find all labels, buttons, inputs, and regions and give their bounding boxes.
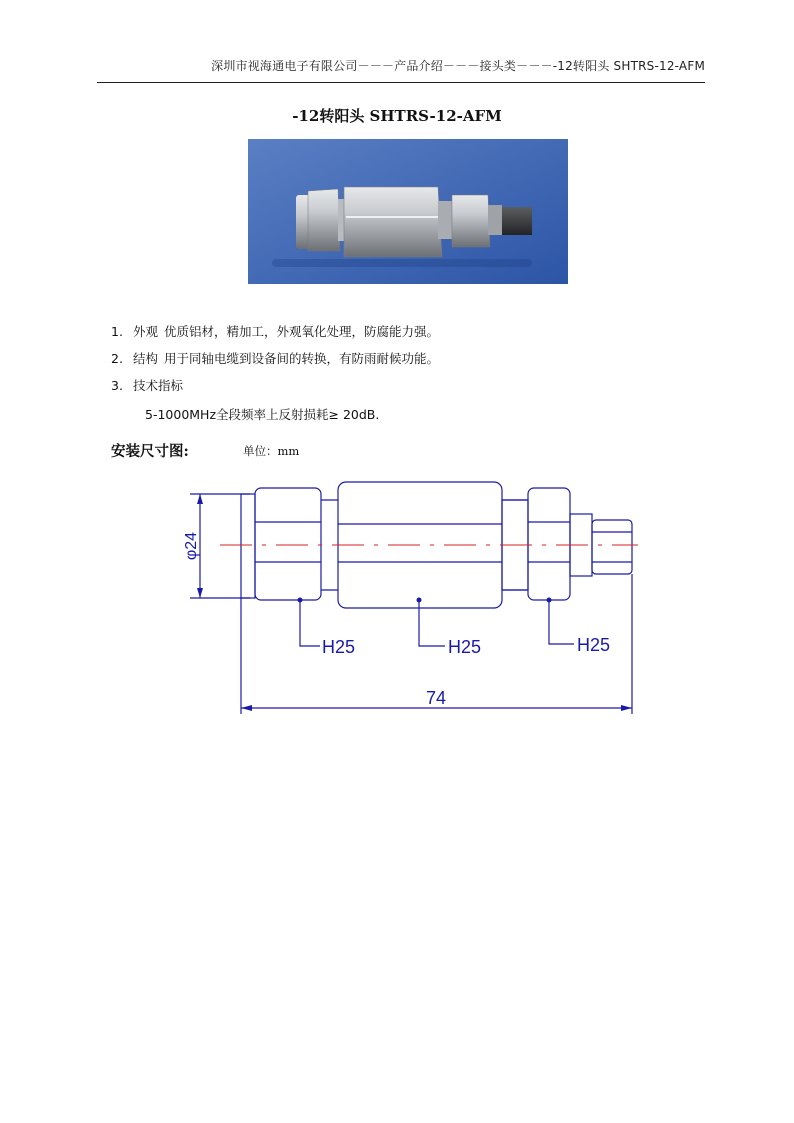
dimension-drawing	[160, 458, 660, 743]
right-hex-nut	[528, 488, 570, 600]
hex-size-label: H25	[322, 637, 356, 657]
list-item	[111, 318, 439, 345]
install-heading: 安装尺寸图:	[111, 443, 189, 460]
hex-leader-left	[298, 598, 356, 658]
diameter-label: φ24	[183, 531, 200, 561]
product-photo	[248, 139, 568, 284]
arrow-icon	[241, 705, 252, 711]
hex-leader-center	[417, 598, 482, 658]
product-title: -12转阳头 SHTRS-12-AFM	[292, 107, 502, 125]
list-term: 结构	[133, 351, 159, 366]
pin-hex	[592, 520, 632, 574]
list-number: 1.	[111, 324, 123, 339]
hex-leader-right	[547, 598, 611, 656]
list-desc: 优质铝材，精加工，外观氧化处理，防腐能力强。	[164, 324, 440, 339]
left-flange	[241, 494, 255, 598]
spec-line: 5-1000MHz全段频率上反射损耗≥ 20dB.	[145, 407, 380, 422]
leader-line	[549, 600, 574, 644]
arrow-icon	[197, 588, 203, 598]
length-label: 74	[425, 688, 447, 708]
leader-line	[419, 600, 445, 646]
header-rule	[97, 82, 705, 83]
list-item	[111, 372, 439, 399]
arrow-icon	[197, 494, 203, 504]
leader-line	[300, 600, 320, 646]
page-header: 深圳市视海通电子有限公司－－－产品介绍－－－接头类－－－-12转阳头 SHTRS-12-AFM	[211, 59, 705, 73]
list-number: 2.	[111, 351, 123, 366]
list-desc: 用于同轴电缆到设备间的转换，有防雨耐候功能。	[164, 351, 440, 366]
unit-label: 单位：mm	[243, 444, 300, 458]
list-term: 外观	[133, 324, 159, 339]
list-number: 3.	[111, 378, 123, 393]
list-term: 技术指标	[133, 378, 184, 393]
hex-size-label: H25	[448, 637, 482, 657]
feature-list	[111, 318, 439, 399]
hex-size-label: H25	[577, 635, 611, 655]
left-hex-nut	[255, 488, 321, 600]
arrow-icon	[621, 705, 632, 711]
list-item	[111, 345, 439, 372]
